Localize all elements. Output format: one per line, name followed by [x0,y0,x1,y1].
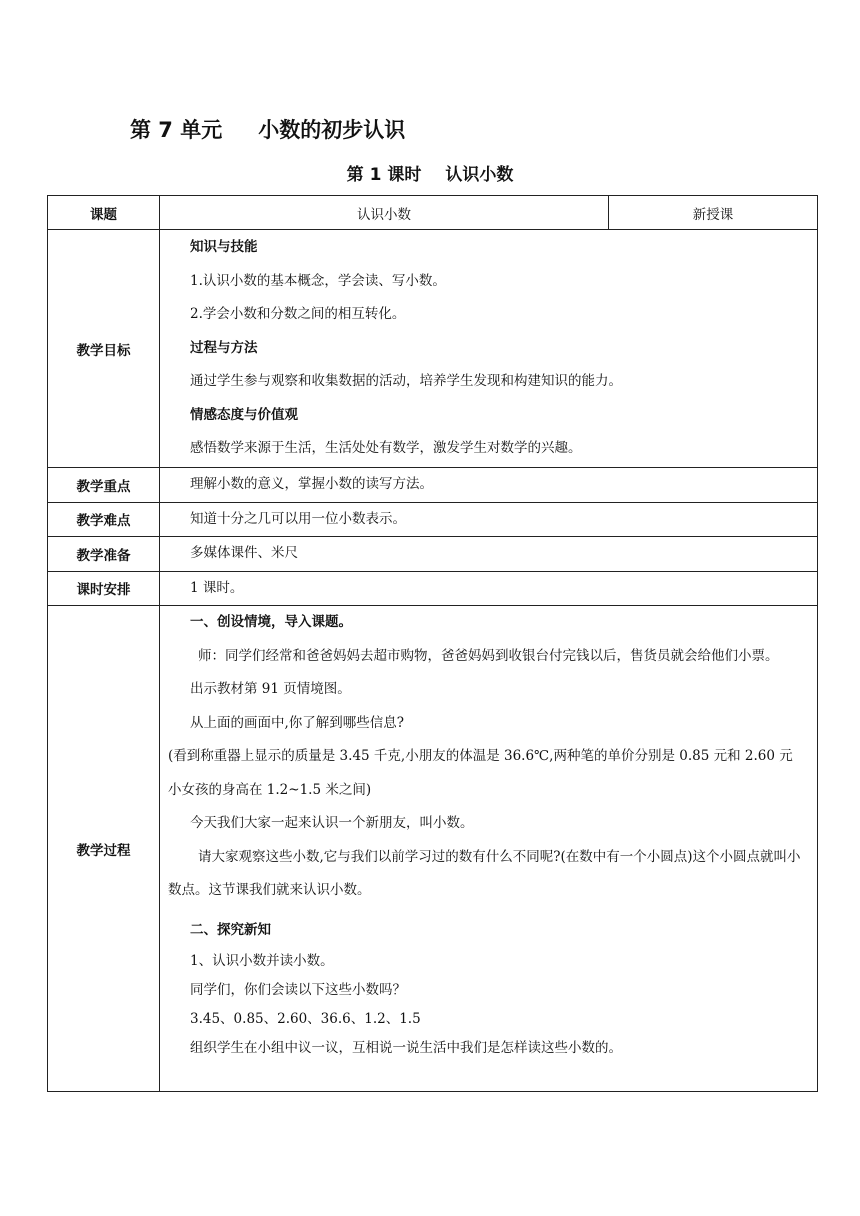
process-paragraph: 3.45、0.85、2.60、36.6、1.2、1.5 [190,1011,421,1027]
objective-line: 知识与技能 [190,239,258,256]
key-point-row [48,468,818,503]
process-content [160,606,818,1092]
header-row [48,196,818,230]
preparation-label: 教学准备 [48,537,160,572]
preparation-text: 多媒体课件、米尺 [190,545,298,561]
process-row [48,606,818,1092]
lesson-title [0,160,860,185]
key-point-label: 教学重点 [48,468,160,503]
unit-number: 第 7 单元 [130,118,223,142]
objective-line: 1.认识小数的基本概念，学会读、写小数。 [190,272,446,289]
objective-line: 通过学生参与观察和收集数据的活动，培养学生发现和构建知识的能力。 [190,373,622,390]
process-paragraph: 1、认识小数并读小数。 [190,953,334,969]
objective-line: 情感态度与价值观 [190,406,298,423]
process-label: 教学过程 [48,606,160,1092]
header-type: 新授课 [609,196,818,230]
schedule-text: 1 课时。 [190,579,244,596]
process-paragraph: 出示教材第 91 页情境图。 [190,681,351,697]
objectives-row [48,230,818,468]
schedule-label: 课时安排 [48,571,160,606]
unit-name: 小数的初步认识 [258,118,406,142]
process-paragraph: 请大家观察这些小数,它与我们以前学习过的数有什么不同呢?(在数中有一个小圆点)这个小圆点就叫小数点。这节课我们就来认识小数。 [168,848,801,898]
lesson-name: 认识小数 [445,165,514,185]
process-heading: 二、探究新知 [190,921,271,938]
header-label: 课题 [48,196,160,230]
lesson-number: 第 1 课时 [346,165,422,185]
process-paragraph: 同学们，你们会读以下这些小数吗？ [190,982,406,998]
difficulty-text: 知道十分之几可以用一位小数表示。 [190,510,406,527]
process-paragraph: 今天我们大家一起来认识一个新朋友，叫小数。 [190,815,474,831]
difficulty-label: 教学难点 [48,502,160,537]
key-point-text: 理解小数的意义，掌握小数的读写方法。 [190,476,433,492]
objectives-label: 教学目标 [48,230,160,468]
lesson-plan-table [47,195,818,1092]
objective-line: 过程与方法 [190,339,258,356]
process-heading: 一、创设情境，导入课题。 [190,614,352,630]
process-paragraph: 师：同学们经常和爸爸妈妈去超市购物，爸爸妈妈到收银台付完钱以后，售货员就会给他们小票。 [198,647,779,664]
objective-line: 2.学会小数和分数之间的相互转化。 [190,306,406,323]
objectives-content [160,230,818,468]
schedule-row [48,571,818,606]
unit-title [130,114,405,144]
objective-line: 感悟数学来源于生活，生活处处有数学，激发学生对数学的兴趣。 [190,440,582,457]
process-paragraph: 组织学生在小组中议一议，互相说一说生活中我们是怎样读这些小数的。 [190,1040,622,1056]
header-topic: 认识小数 [160,196,609,230]
process-paragraph: 从上面的画面中,你了解到哪些信息? [190,714,405,731]
preparation-row [48,537,818,572]
difficulty-row [48,502,818,537]
process-paragraph: (看到称重器上显示的质量是 3.45 千克,小朋友的体温是 36.6℃,两种笔的单价分别是 0.85 元和 2.60 元小女孩的身高在 1.2~1.5 米之间) [168,748,793,798]
